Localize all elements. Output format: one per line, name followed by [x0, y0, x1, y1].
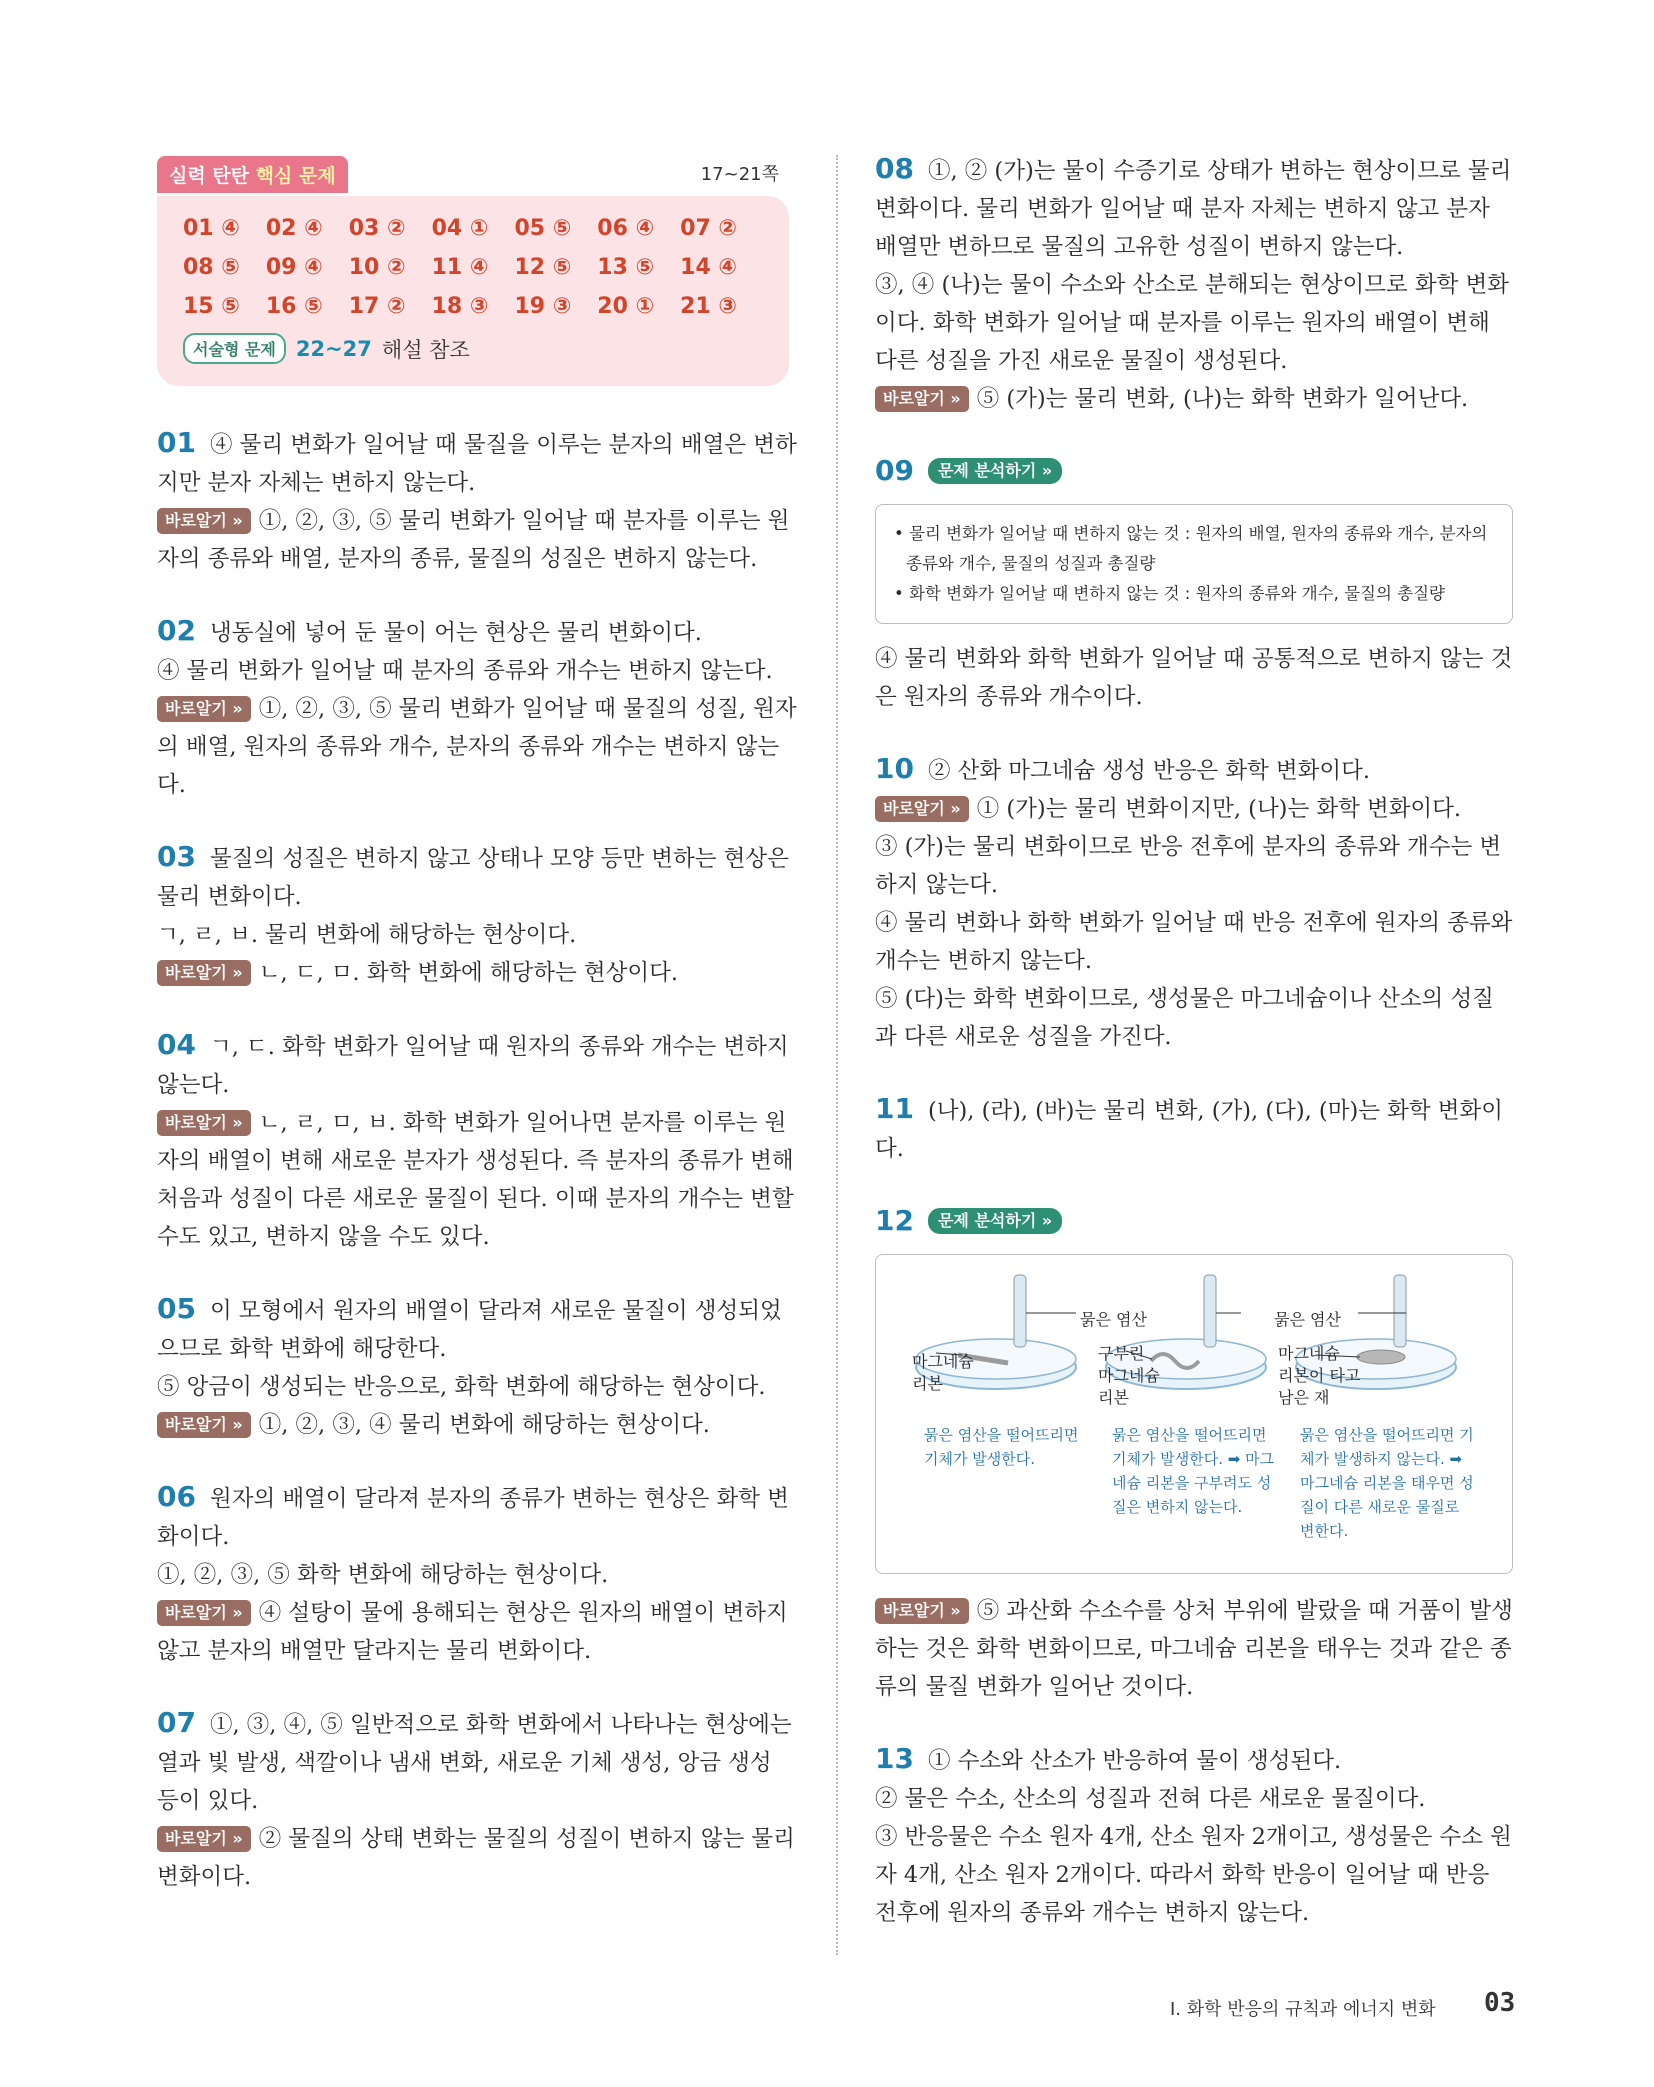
correction-badge: 바로알기 » [875, 796, 969, 822]
correction-badge: 바로알기 » [157, 508, 251, 534]
mg-label-line: 남은 재 [1278, 1388, 1330, 1407]
question-number: 05 [157, 1292, 196, 1325]
correction-text: ①, ②, ③, ⑤ 물리 변화가 일어날 때 분자를 이루는 원자의 종류와 배열, 분자의 종류, 물질의 성질은 변하지 않는다. [157, 508, 790, 572]
figure-caption-1: 묽은 염산을 떨어뜨리면 기체가 발생한다. [924, 1426, 1079, 1468]
correction-text: ② 물질의 상태 변화는 물질의 성질이 변하지 않는 물리 변화이다. [157, 1826, 795, 1890]
mg-label-line: 구부린 [1098, 1344, 1145, 1363]
correction-text: ④ 물리 변화나 화학 변화가 일어날 때 반응 전후에 원자의 종류와 개수는 변하지 않는다. [875, 910, 1513, 974]
answer-item: 15 ⑤ [183, 294, 240, 319]
explanation-text: ② 물은 수소, 산소의 성질과 전혀 다른 새로운 물질이다. [875, 1786, 1426, 1812]
explanation-10 [875, 750, 1513, 1056]
mg-label-2 [1098, 1343, 1160, 1409]
correction-text: ㄴ, ㄹ, ㅁ, ㅂ. 화학 변화가 일어나면 분자를 이루는 원자의 배열이 변해 새로운 분자가 생성된다. 즉 분자의 종류가 변해 처음과 성질이 다른 새로운 물질이 된다. 이때 분자의 개수는 변할 수도 있고, 변하지 않을 수도 있다. [157, 1110, 794, 1250]
page-range: 17~21쪽 [700, 164, 779, 185]
explanation-05 [157, 1290, 797, 1444]
explanation-01 [157, 424, 797, 578]
answer-item: 02 ④ [265, 216, 323, 241]
correction-text: ⑤ (다)는 화학 변화이므로, 생성물은 마그네슘이나 산소의 성질과 다른 새로운 성질을 가진다. [875, 986, 1494, 1050]
analysis-line: • 화학 변화가 일어날 때 변하지 않는 것 : 원자의 종류와 개수, 물질의 총질량 [894, 584, 1445, 603]
explanation-text: 이 모형에서 원자의 배열이 달라져 새로운 물질이 생성되었으므로 화학 변화에 해당한다. [157, 1298, 782, 1362]
analysis-box [875, 504, 1513, 624]
question-number: 09 [875, 454, 914, 487]
question-number: 02 [157, 614, 196, 647]
answer-item: 07 ② [680, 216, 738, 241]
correction-text: ③ (가)는 물리 변화이므로 반응 전후에 분자의 종류와 개수는 변하지 않는다. [875, 834, 1502, 898]
answer-row-2 [183, 255, 763, 280]
answer-item: 10 ② [348, 255, 406, 280]
answer-item: 19 ③ [514, 294, 572, 319]
mg-label-1: 마그네슘 리본 [912, 1352, 974, 1393]
explanation-text: ㄱ, ㄷ. 화학 변화가 일어날 때 원자의 종류와 개수는 변하지 않는다. [157, 1034, 789, 1098]
explanation-text: ① 수소와 산소가 반응하여 물이 생성된다. [927, 1748, 1342, 1774]
question-number: 07 [157, 1706, 196, 1739]
correction-badge: 바로알기 » [157, 1110, 251, 1136]
right-column [875, 150, 1513, 1932]
explanation-02 [157, 612, 797, 804]
explanation-text: ② 산화 마그네슘 생성 반응은 화학 변화이다. [927, 758, 1371, 784]
answer-item: 12 ⑤ [514, 255, 572, 280]
correction-badge: 바로알기 » [875, 386, 969, 412]
answer-header [157, 150, 797, 187]
essay-range: 22~27 [295, 336, 372, 361]
correction-badge: 바로알기 » [875, 1598, 969, 1624]
mg-label-line: 리본 [1098, 1388, 1129, 1407]
mg-label-line: 마그네슘 [1098, 1366, 1160, 1385]
explanation-text: ①, ③, ④, ⑤ 일반적으로 화학 변화에서 나타나는 현상에는 열과 빛 발생, 색깔이나 냄새 변화, 새로운 기체 생성, 앙금 생성 등이 있다. [157, 1712, 792, 1814]
analysis-badge: 문제 분석하기 » [928, 1208, 1062, 1234]
experiment-figure [875, 1254, 1513, 1574]
explanation-text: ⑤ 앙금이 생성되는 반응으로, 화학 변화에 해당하는 현상이다. [157, 1374, 766, 1400]
question-number: 10 [875, 752, 914, 785]
mg-label-line: 마그네슘 [1278, 1344, 1340, 1363]
tab-label-2: 핵심 문제 [255, 165, 336, 187]
explanation-text: 냉동실에 넣어 둔 물이 어는 현상은 물리 변화이다. [209, 620, 702, 646]
figure-caption-2: 묽은 염산을 떨어뜨리면 기체가 발생한다. ➡ 마그네슘 리본을 구부려도 성질은 변하지 않는다. [1112, 1426, 1275, 1516]
essay-note [183, 333, 763, 364]
answer-key-box [157, 196, 789, 386]
answer-item: 03 ② [348, 216, 406, 241]
correction-text: ①, ②, ③, ⑤ 물리 변화가 일어날 때 물질의 성질, 원자의 배열, 원자의 종류와 개수, 분자의 종류와 개수는 변하지 않는다. [157, 696, 797, 798]
answer-row-3 [183, 294, 763, 319]
question-number: 11 [875, 1092, 914, 1125]
column-divider [836, 155, 838, 1955]
question-number: 06 [157, 1480, 196, 1513]
explanation-text: ④ 물리 변화가 일어날 때 물질을 이루는 분자의 배열은 변하지만 분자 자체는 변하지 않는다. [157, 432, 797, 496]
explanation-13 [875, 1740, 1513, 1932]
answer-item: 18 ③ [431, 294, 489, 319]
correction-badge: 바로알기 » [157, 1600, 251, 1626]
question-number: 08 [875, 152, 914, 185]
question-number: 12 [875, 1204, 914, 1237]
footer-chapter: Ⅰ. 화학 반응의 규칙과 에너지 변화 [1170, 1999, 1436, 2020]
explanation-text: ④ 물리 변화가 일어날 때 분자의 종류와 개수는 변하지 않는다. [157, 658, 773, 684]
answer-item: 14 ④ [680, 255, 738, 280]
explanation-text: ③ 반응물은 수소 원자 4개, 산소 원자 2개이고, 생성물은 수소 원자 4개, 산소 원자 2개이다. 따라서 화학 반응이 일어날 때 반응 전후에 원자의 종류와 개수는 변하지 않는다. [875, 1824, 1512, 1926]
correction-text: ⑤ 과산화 수소수를 상처 부위에 발랐을 때 거품이 발생하는 것은 화학 변화이므로, 마그네슘 리본을 태우는 것과 같은 종류의 물질 변화가 일어난 것이다. [875, 1598, 1513, 1700]
answer-item: 16 ⑤ [265, 294, 323, 319]
correction-badge: 바로알기 » [157, 696, 251, 722]
explanation-07 [157, 1704, 797, 1896]
answer-item: 06 ④ [597, 216, 655, 241]
correction-text: ④ 설탕이 물에 용해되는 현상은 원자의 배열이 변하지 않고 분자의 배열만 달라지는 물리 변화이다. [157, 1600, 788, 1664]
acid-label-1: 묽은 염산 [1080, 1310, 1147, 1329]
answer-item: 17 ② [348, 294, 406, 319]
question-number: 04 [157, 1028, 196, 1061]
mg-label-3 [1278, 1343, 1360, 1409]
explanation-04 [157, 1026, 797, 1256]
explanation-09 [875, 452, 1513, 716]
tab-label-1: 실력 탄탄 [169, 165, 250, 187]
acid-label-2: 묽은 염산 [1274, 1310, 1341, 1329]
analysis-line: • 물리 변화가 일어날 때 변하지 않는 것 : 원자의 배열, 원자의 종류와 개수, 분자의 종류와 개수, 물질의 성질과 총질량 [894, 524, 1488, 573]
explanation-text: ③, ④ (나)는 물이 수소와 산소로 분해되는 현상이므로 화학 변화이다. 화학 변화가 일어날 때 분자를 이루는 원자의 배열이 변해 다른 성질을 가진 새로운 물질이 생성된다. [875, 272, 1509, 374]
mg-label-line: 리본이 타고 [1278, 1366, 1361, 1385]
page-number: 03 [1484, 1988, 1516, 2018]
explanation-text: ①, ② (가)는 물이 수증기로 상태가 변하는 현상이므로 물리 변화이다. 물리 변화가 일어날 때 분자 자체는 변하지 않고 분자 배열만 변하므로 물질의 고유한 성질이 변하지 않는다. [875, 158, 1512, 260]
essay-text: 해설 참조 [381, 337, 470, 362]
explanation-03 [157, 838, 797, 992]
correction-badge: 바로알기 » [157, 1412, 251, 1438]
section-tab [157, 156, 348, 193]
explanation-text: 원자의 배열이 달라져 분자의 종류가 변하는 현상은 화학 변화이다. [157, 1486, 789, 1550]
question-number: 01 [157, 426, 196, 459]
explanation-text: ①, ②, ③, ⑤ 화학 변화에 해당하는 현상이다. [157, 1562, 609, 1588]
answer-item: 04 ① [431, 216, 489, 241]
correction-text: ①, ②, ③, ④ 물리 변화에 해당하는 현상이다. [258, 1412, 710, 1438]
explanation-text: ㄱ, ㄹ, ㅂ. 물리 변화에 해당하는 현상이다. [157, 922, 577, 948]
correction-badge: 바로알기 » [157, 960, 251, 986]
correction-badge: 바로알기 » [157, 1826, 251, 1852]
correction-text: ⑤ (가)는 물리 변화, (나)는 화학 변화가 일어난다. [976, 386, 1469, 412]
explanation-text: (나), (라), (바)는 물리 변화, (가), (다), (마)는 화학 변화이다. [875, 1098, 1503, 1162]
correction-text: ㄴ, ㄷ, ㅁ. 화학 변화에 해당하는 현상이다. [258, 960, 679, 986]
answer-item: 05 ⑤ [514, 216, 572, 241]
answer-item: 13 ⑤ [597, 255, 655, 280]
essay-tag: 서술형 문제 [183, 333, 286, 364]
explanation-11 [875, 1090, 1513, 1168]
answer-item: 01 ④ [183, 216, 240, 241]
left-column [157, 150, 797, 1896]
answer-item: 21 ③ [680, 294, 738, 319]
answer-item: 11 ④ [431, 255, 489, 280]
question-number: 13 [875, 1742, 914, 1775]
explanation-12 [875, 1202, 1513, 1706]
answer-item: 20 ① [597, 294, 655, 319]
explanation-text: ④ 물리 변화와 화학 변화가 일어날 때 공통적으로 변하지 않는 것은 원자의 종류와 개수이다. [875, 646, 1513, 710]
explanation-08 [875, 150, 1513, 418]
answer-item: 08 ⑤ [183, 255, 240, 280]
figure-caption-3: 묽은 염산을 떨어뜨리면 기체가 발생하지 않는다. ➡ 마그네슘 리본을 태우면 성질이 다른 새로운 물질로 변한다. [1300, 1426, 1474, 1540]
explanation-06 [157, 1478, 797, 1670]
analysis-badge: 문제 분석하기 » [928, 458, 1062, 484]
question-number: 03 [157, 840, 196, 873]
correction-text: ① (가)는 물리 변화이지만, (나)는 화학 변화이다. [976, 796, 1462, 822]
answer-item: 09 ④ [265, 255, 323, 280]
answer-row-1 [183, 216, 763, 241]
explanation-text: 물질의 성질은 변하지 않고 상태나 모양 등만 변하는 현상은 물리 변화이다. [157, 846, 789, 910]
